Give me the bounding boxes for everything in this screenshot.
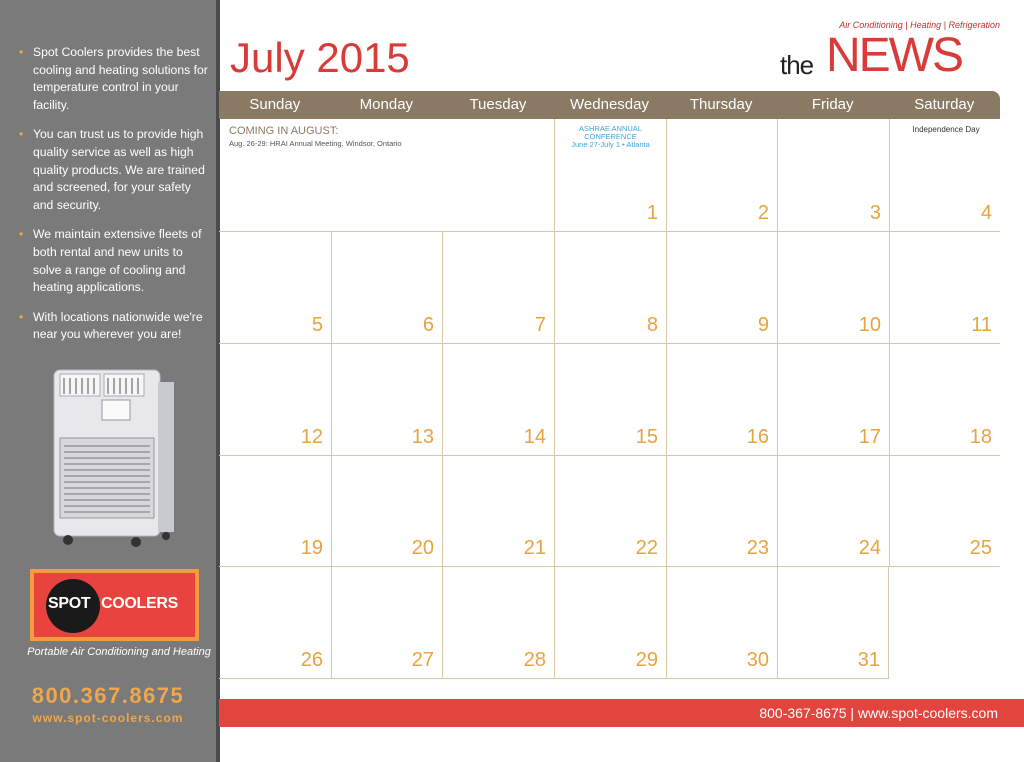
day-cell-30[interactable] (666, 567, 777, 679)
feature-item: • Spot Coolers provides the best cooling and heating solutions for temperature control in your facility. (19, 45, 208, 112)
day-number: 3 (869, 202, 881, 224)
day-number: 21 (523, 537, 546, 559)
feature-item: • You can trust us to provide high quality service as well as high quality products. We are trained and screened, for your safety and security. (19, 127, 205, 212)
day-cell-24[interactable] (777, 456, 889, 567)
day-number: 29 (635, 649, 658, 671)
day-cell-16[interactable] (666, 344, 777, 456)
day-cell-20[interactable] (331, 456, 442, 567)
day-number: 11 (971, 314, 992, 336)
day-number: 18 (969, 426, 992, 448)
day-cell-2[interactable] (666, 119, 777, 232)
day-number: 5 (311, 314, 323, 336)
day-number: 31 (857, 649, 880, 671)
day-number: 16 (746, 426, 769, 448)
feature-item: • With locations nationwide we're near you wherever you are! (19, 309, 203, 342)
day-cell-29[interactable] (554, 567, 666, 679)
day-number: 24 (858, 537, 881, 559)
day-cell-26[interactable] (219, 567, 331, 679)
day-number: 9 (757, 314, 769, 336)
day-cell-27[interactable] (331, 567, 442, 679)
day-number: 28 (523, 649, 546, 671)
day-number: 1 (646, 202, 658, 224)
day-cell-3[interactable] (777, 119, 889, 232)
day-cell-5[interactable] (219, 232, 331, 344)
day-number: 14 (523, 426, 546, 448)
weekday-sunday: Sunday (249, 96, 301, 113)
day-number: 4 (980, 202, 992, 224)
day-cell-10[interactable] (777, 232, 889, 344)
day-number: 7 (534, 314, 546, 336)
day-cell-13[interactable] (331, 344, 442, 456)
footer-contact[interactable]: 800-367-8675 | www.spot-coolers.com (759, 705, 998, 721)
sidebar-website[interactable]: www.spot-coolers.com (32, 711, 184, 725)
spot-coolers-logo (30, 569, 199, 641)
logo-coolers-text: COOLERS (101, 595, 179, 612)
day-cell-12[interactable] (219, 344, 331, 456)
day-cell-28[interactable] (442, 567, 554, 679)
day-number: 22 (635, 537, 658, 559)
day-number: 8 (646, 314, 658, 336)
day-cell-21[interactable] (442, 456, 554, 567)
day-cell-23[interactable] (666, 456, 777, 567)
sidebar-phone[interactable]: 800.367.8675 (31, 683, 185, 708)
day-cell-6[interactable] (331, 232, 442, 344)
day-number: 17 (858, 426, 881, 448)
day-number: 30 (746, 649, 769, 671)
day-cell-9[interactable] (666, 232, 777, 344)
day-number: 23 (746, 537, 769, 559)
day-cell-7[interactable] (442, 232, 554, 344)
day-cell-17[interactable] (777, 344, 889, 456)
month-title: July 2015 (230, 34, 410, 81)
weekday-monday: Monday (359, 96, 414, 113)
brand-news: NEWS (826, 29, 962, 82)
day-cell-1[interactable] (554, 119, 666, 232)
bullet-icon: • (19, 227, 24, 242)
coming-in-august-title: COMING IN AUGUST: (229, 125, 339, 137)
brand-the: the (780, 50, 814, 80)
weekday-header (219, 91, 1000, 119)
weekday-thursday: Thursday (689, 96, 753, 113)
brand-tagline: Air Conditioning | Heating | Refrigeration (839, 20, 1000, 30)
independence-day-label: Independence Day (912, 125, 980, 134)
day-number: 2 (757, 202, 769, 224)
bullet-icon: • (19, 127, 24, 142)
day-cell-14[interactable] (442, 344, 554, 456)
day-cell-8[interactable] (554, 232, 666, 344)
calendar-grid (219, 119, 1000, 679)
tagline: Portable Air Conditioning and Heating (27, 646, 211, 658)
day-cell-22[interactable] (554, 456, 666, 567)
coming-in-august-cell (219, 119, 554, 232)
day-cell-25[interactable] (889, 456, 1000, 567)
day-number: 26 (300, 649, 323, 671)
portable-cooler-image (46, 364, 178, 550)
day-cell-4[interactable] (889, 119, 1000, 232)
weekday-wednesday: Wednesday (570, 96, 649, 113)
weekday-saturday: Saturday (914, 96, 975, 113)
bullet-icon: • (19, 45, 24, 59)
coming-in-august-text: Aug. 26-29: HRAI Annual Meeting, Windsor, Ontario (229, 139, 402, 148)
feature-list (18, 44, 208, 356)
weekday-friday: Friday (811, 96, 854, 113)
footer-bar (219, 699, 1024, 727)
sidebar (0, 0, 216, 762)
day-number: 12 (300, 426, 323, 448)
day-number: 6 (422, 314, 434, 336)
day-cell-15[interactable] (554, 344, 666, 456)
day-number: 15 (635, 426, 658, 448)
ashrae-event: ASHRAE ANNUAL CONFERENCE June 27-July 1 • Atlanta (571, 124, 650, 149)
day-number: 27 (411, 649, 434, 671)
feature-item: • We maintain extensive fleets of both rental and new units to solve a range of cooling and heating applications. (19, 227, 202, 295)
day-cell-31[interactable] (777, 567, 889, 679)
day-number: 25 (969, 537, 992, 559)
day-cell-11[interactable] (889, 232, 1000, 344)
day-cell-18[interactable] (889, 344, 1000, 456)
day-number: 13 (411, 426, 434, 448)
day-cell-19[interactable] (219, 456, 331, 567)
bullet-icon: • (19, 309, 24, 324)
day-number: 19 (300, 537, 323, 559)
day-number: 10 (858, 314, 881, 336)
weekday-tuesday: Tuesday (469, 96, 527, 113)
day-number: 20 (411, 537, 434, 559)
logo-spot-text: SPOT (48, 595, 91, 612)
